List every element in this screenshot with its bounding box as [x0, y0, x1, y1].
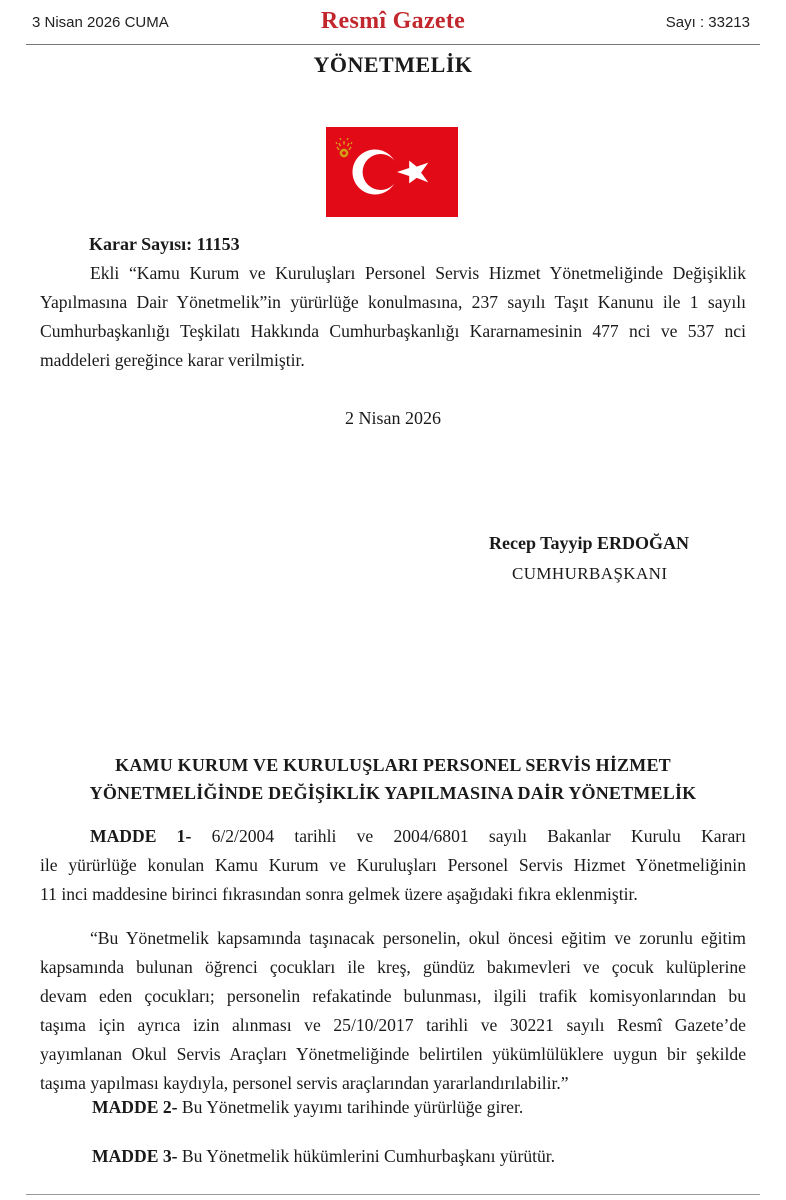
gazette-title: Resmî Gazete [320, 8, 466, 34]
text-line: taşıma için ayrıca izin alınması ve 25/10/2017 tarihli ve 30221 sayılı Resmî Gazete’de [40, 1015, 746, 1035]
text-line [40, 822, 746, 851]
article-1 [40, 822, 746, 909]
section-title: YÖNETMELİK [313, 52, 473, 77]
text-line: ile yürürlüğe konulan Kamu Kurum ve Kuruluşları Personel Servis Hizmet Yönetmeliğinin [40, 855, 746, 875]
article-1-text: 6/2/2004 tarihli ve 2004/6801 sayılı Bakanlar Kurulu Kararı [211, 826, 746, 846]
regulation-title-line: KAMU KURUM VE KURULUŞLARI PERSONEL SERVİS HİZMET [115, 755, 671, 775]
turkish-flag-icon [326, 127, 458, 217]
text-line: Cumhurbaşkanlığı Teşkilatı Hakkında Cumhurbaşkanlığı Kararnamesinin 477 nci ve 537 nci [40, 321, 746, 341]
text-line: Ekli “Kamu Kurum ve Kuruluşları Personel Servis Hizmet Yönetmeliğinde Değişiklik [90, 263, 746, 283]
text-line: 11 inci maddesine birinci fıkrasından sonra gelmek üzere aşağıdaki fıkra eklenmiştir. [40, 884, 638, 904]
signer-title: CUMHURBAŞKANI [512, 564, 668, 583]
article-3 [92, 1146, 555, 1167]
issue-date: 3 Nisan 2026 CUMA [32, 14, 169, 31]
article-2 [92, 1097, 523, 1118]
issue-number: Sayı : 33213 [665, 14, 750, 31]
text-line: yayımlanan Okul Servis Araçları Yönetmeliğinde belirtilen yükümlülüklere uygun bir şekilde [40, 1044, 746, 1064]
decision-number: Karar Sayısı: 11153 [89, 234, 240, 254]
article-3-text: Bu Yönetmelik hükümlerini Cumhurbaşkanı yürütür. [177, 1146, 556, 1166]
gazette-header [0, 0, 786, 46]
decision-text [40, 259, 746, 375]
article-3-heading: MADDE 3- [92, 1146, 178, 1166]
header-divider [26, 44, 760, 45]
article-2-text: Bu Yönetmelik yayımı tarihinde yürürlüğe girer. [177, 1097, 524, 1117]
footer-divider [26, 1194, 760, 1195]
signer-name: Recep Tayyip ERDOĞAN [489, 533, 690, 553]
text-line: maddeleri gereğince karar verilmiştir. [40, 350, 305, 370]
text-line: “Bu Yönetmelik kapsamında taşınacak personelin, okul öncesi eğitim ve zorunlu eğitim [90, 928, 746, 948]
text-line: taşıma yapılması kaydıyla, personel servis araçlarından yararlandırılabilir.” [40, 1073, 569, 1093]
article-2-heading: MADDE 2- [92, 1097, 178, 1117]
regulation-title-line: YÖNETMELİĞİNDE DEĞİŞİKLİK YAPILMASINA DAİR YÖNETMELİK [89, 783, 697, 803]
text-line: Yapılmasına Dair Yönetmelik”in yürürlüğe konulmasına, 237 sayılı Taşıt Kanunu ile 1 sayılı [40, 292, 746, 312]
text-line: devam eden çocukları; personelin refakatinde bulunması, ilgili trafik komisyonlarından bu [40, 986, 746, 1006]
article-1-heading: MADDE 1- [90, 826, 192, 846]
decision-date: 2 Nisan 2026 [345, 408, 441, 428]
text-line: kapsamında bulunan öğrenci çocukları ile kreş, gündüz bakımevleri ve çocuk kulüplerine [40, 957, 746, 977]
added-paragraph-quote [40, 924, 746, 1098]
regulation-title [0, 751, 786, 807]
